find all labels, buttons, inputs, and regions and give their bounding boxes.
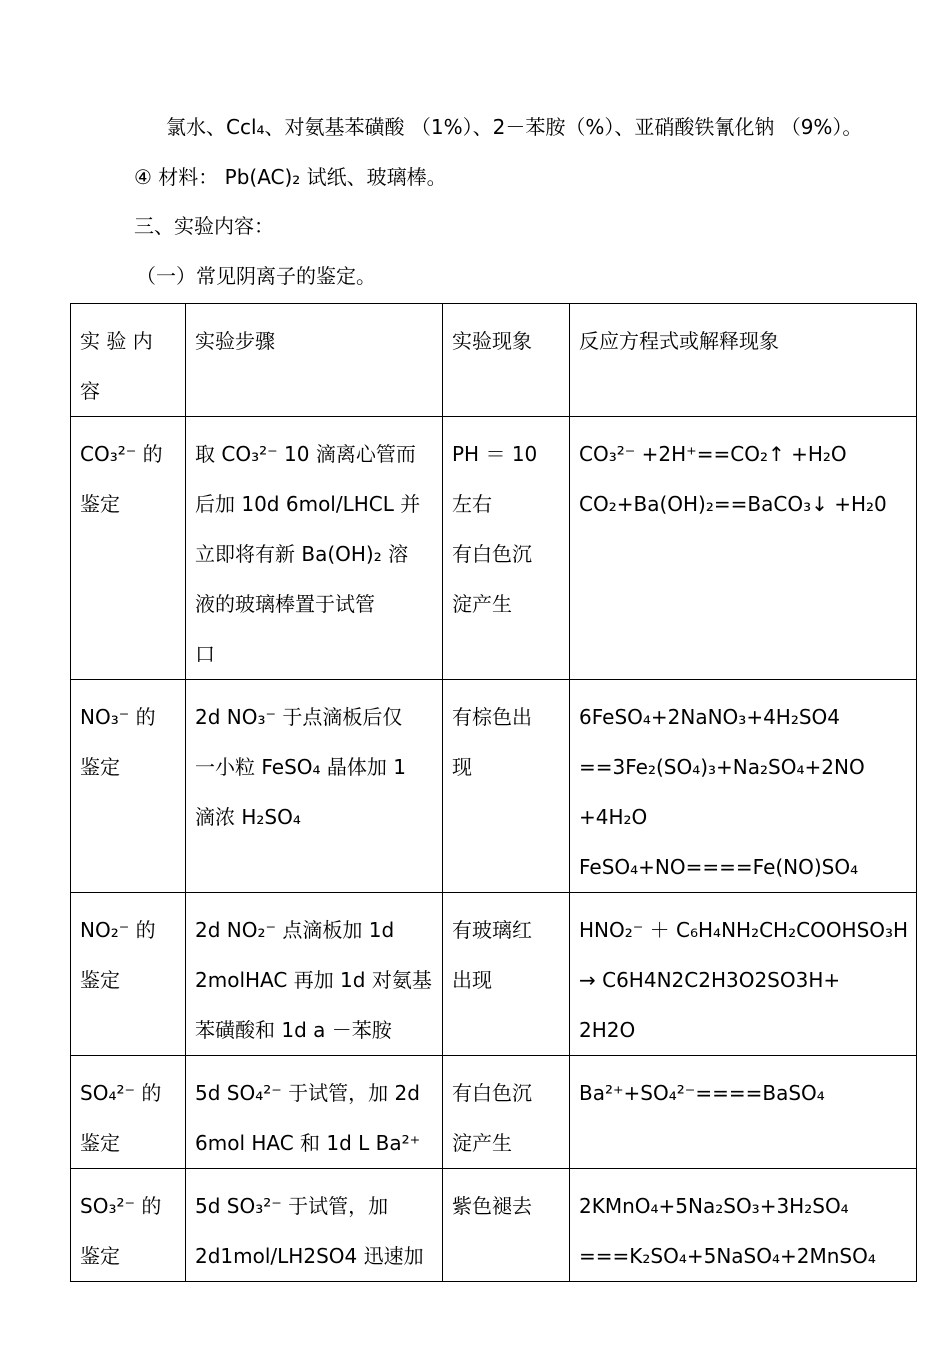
header-text: 实验步骤 <box>195 329 275 353</box>
table-cell-content <box>71 893 186 1056</box>
cell-text: HNO₂⁻ ＋ C₆H₄NH₂CH₂COOHSO₃H <box>579 918 909 942</box>
cell-text: 现 <box>452 755 472 779</box>
cell-text: 取 CO₃²⁻ 10 滴离心管而 <box>195 442 416 466</box>
cell-text: 2d1mol/LH2SO4 迅速加 <box>195 1244 424 1268</box>
cell-text: 5d SO₄²⁻ 于试管，加 2d <box>195 1081 420 1105</box>
cell-text: 液的玻璃棒置于试管 <box>195 592 375 616</box>
cell-text: 后加 10d 6mol/LHCL 并 <box>195 492 421 516</box>
intro-line-materials: ④ 材料： Pb(AC)₂ 试纸、玻璃棒。 <box>134 165 447 189</box>
subsection-heading: （一）常见阴离子的鉴定。 <box>136 264 376 288</box>
cell-text: CO₃²⁻ 的 <box>80 442 163 466</box>
table-cell-equation <box>570 1056 917 1169</box>
table-cell-steps <box>186 1169 443 1282</box>
cell-text: Ba²⁺+SO₄²⁻====BaSO₄ <box>579 1081 825 1105</box>
cell-text: NO₂⁻ 的 <box>80 918 156 942</box>
cell-text: 鉴定 <box>80 755 120 779</box>
header-cell-equation <box>570 304 917 417</box>
table-cell-equation <box>570 417 917 680</box>
header-cell-content <box>71 304 186 417</box>
table-cell-equation <box>570 680 917 893</box>
table-cell-phenomenon <box>443 680 570 893</box>
table-cell-phenomenon <box>443 417 570 680</box>
cell-text: 鉴定 <box>80 968 120 992</box>
cell-text: NO₃⁻ 的 <box>80 705 156 729</box>
cell-text: 2molHAC 再加 1d 对氨基 <box>195 968 432 992</box>
table-cell-content <box>71 1169 186 1282</box>
header-cell-phenomenon <box>443 304 570 417</box>
table-cell-content <box>71 417 186 680</box>
table-cell-steps <box>186 893 443 1056</box>
cell-text: 有棕色出 <box>452 705 532 729</box>
header-text: 实 验 内 <box>80 329 153 353</box>
table-row <box>71 680 917 893</box>
cell-text: CO₂+Ba(OH)₂==BaCO₃↓ +H₂0 <box>579 492 887 516</box>
cell-text: 2H2O <box>579 1018 636 1042</box>
cell-text: CO₃²⁻ +2H⁺==CO₂↑ +H₂O <box>579 442 847 466</box>
cell-text: 立即将有新 Ba(OH)₂ 溶 <box>195 542 409 566</box>
cell-text: 淀产生 <box>452 592 512 616</box>
section-heading: 三、实验内容： <box>134 214 274 238</box>
cell-text: 2KMnO₄+5Na₂SO₃+3H₂SO₄ <box>579 1194 849 1218</box>
table-cell-steps <box>186 417 443 680</box>
table-row <box>71 1056 917 1169</box>
cell-text: 2d NO₂⁻ 点滴板加 1d <box>195 918 395 942</box>
cell-text: 5d SO₃²⁻ 于试管，加 <box>195 1194 389 1218</box>
cell-text: 滴浓 H₂SO₄ <box>195 805 301 829</box>
cell-text: 鉴定 <box>80 1131 120 1155</box>
cell-text: 6FeSO₄+2NaNO₃+4H₂SO4 <box>579 705 841 729</box>
table-row <box>71 417 917 680</box>
cell-text: 淀产生 <box>452 1131 512 1155</box>
table-cell-content <box>71 1056 186 1169</box>
cell-text: 苯磺酸和 1d a －苯胺 <box>195 1018 392 1042</box>
cell-text: +4H₂O <box>579 805 648 829</box>
table-cell-steps <box>186 680 443 893</box>
cell-text: 2d NO₃⁻ 于点滴板后仅 <box>195 705 403 729</box>
cell-text: 出现 <box>452 968 492 992</box>
cell-text: 鉴定 <box>80 492 120 516</box>
table-cell-phenomenon <box>443 1056 570 1169</box>
cell-text: ==3Fe₂(SO₄)₃+Na₂SO₄+2NO <box>579 755 865 779</box>
cell-text: 紫色褪去 <box>452 1194 532 1218</box>
cell-text: 有白色沉 <box>452 542 532 566</box>
table-row <box>71 893 917 1056</box>
table-cell-phenomenon <box>443 1169 570 1282</box>
cell-text: 有白色沉 <box>452 1081 532 1105</box>
cell-text: 左右 <box>452 492 492 516</box>
header-cell-steps <box>186 304 443 417</box>
table-cell-equation <box>570 1169 917 1282</box>
cell-text: SO₃²⁻ 的 <box>80 1194 162 1218</box>
cell-text: 一小粒 FeSO₄ 晶体加 1 <box>195 755 406 779</box>
table-cell-content <box>71 680 186 893</box>
cell-text: 有玻璃红 <box>452 918 532 942</box>
table-row <box>71 1169 917 1282</box>
cell-text: FeSO₄+NO====Fe(NO)SO₄ <box>579 855 859 879</box>
cell-text: → C6H4N2C2H3O2SO3H+ <box>579 968 841 992</box>
header-text: 反应方程式或解释现象 <box>579 329 779 353</box>
table-cell-phenomenon <box>443 893 570 1056</box>
table-cell-steps <box>186 1056 443 1169</box>
cell-text: 6mol HAC 和 1d L Ba²⁺ <box>195 1131 421 1155</box>
intro-line-reagents: 氯水、Ccl₄、对氨基苯磺酸 （1%）、2－苯胺（%）、亚硝酸铁氰化钠 （9%）。 <box>166 115 863 139</box>
header-text: 实验现象 <box>452 329 532 353</box>
table-header-row <box>71 304 917 417</box>
header-text: 容 <box>80 379 100 403</box>
table-cell-equation <box>570 893 917 1056</box>
cell-text: PH ＝ 10 <box>452 442 538 466</box>
cell-text: 口 <box>195 642 215 666</box>
anion-identification-table <box>70 303 917 1282</box>
cell-text: 鉴定 <box>80 1244 120 1268</box>
cell-text: ===K₂SO₄+5NaSO₄+2MnSO₄ <box>579 1244 876 1268</box>
cell-text: SO₄²⁻ 的 <box>80 1081 162 1105</box>
